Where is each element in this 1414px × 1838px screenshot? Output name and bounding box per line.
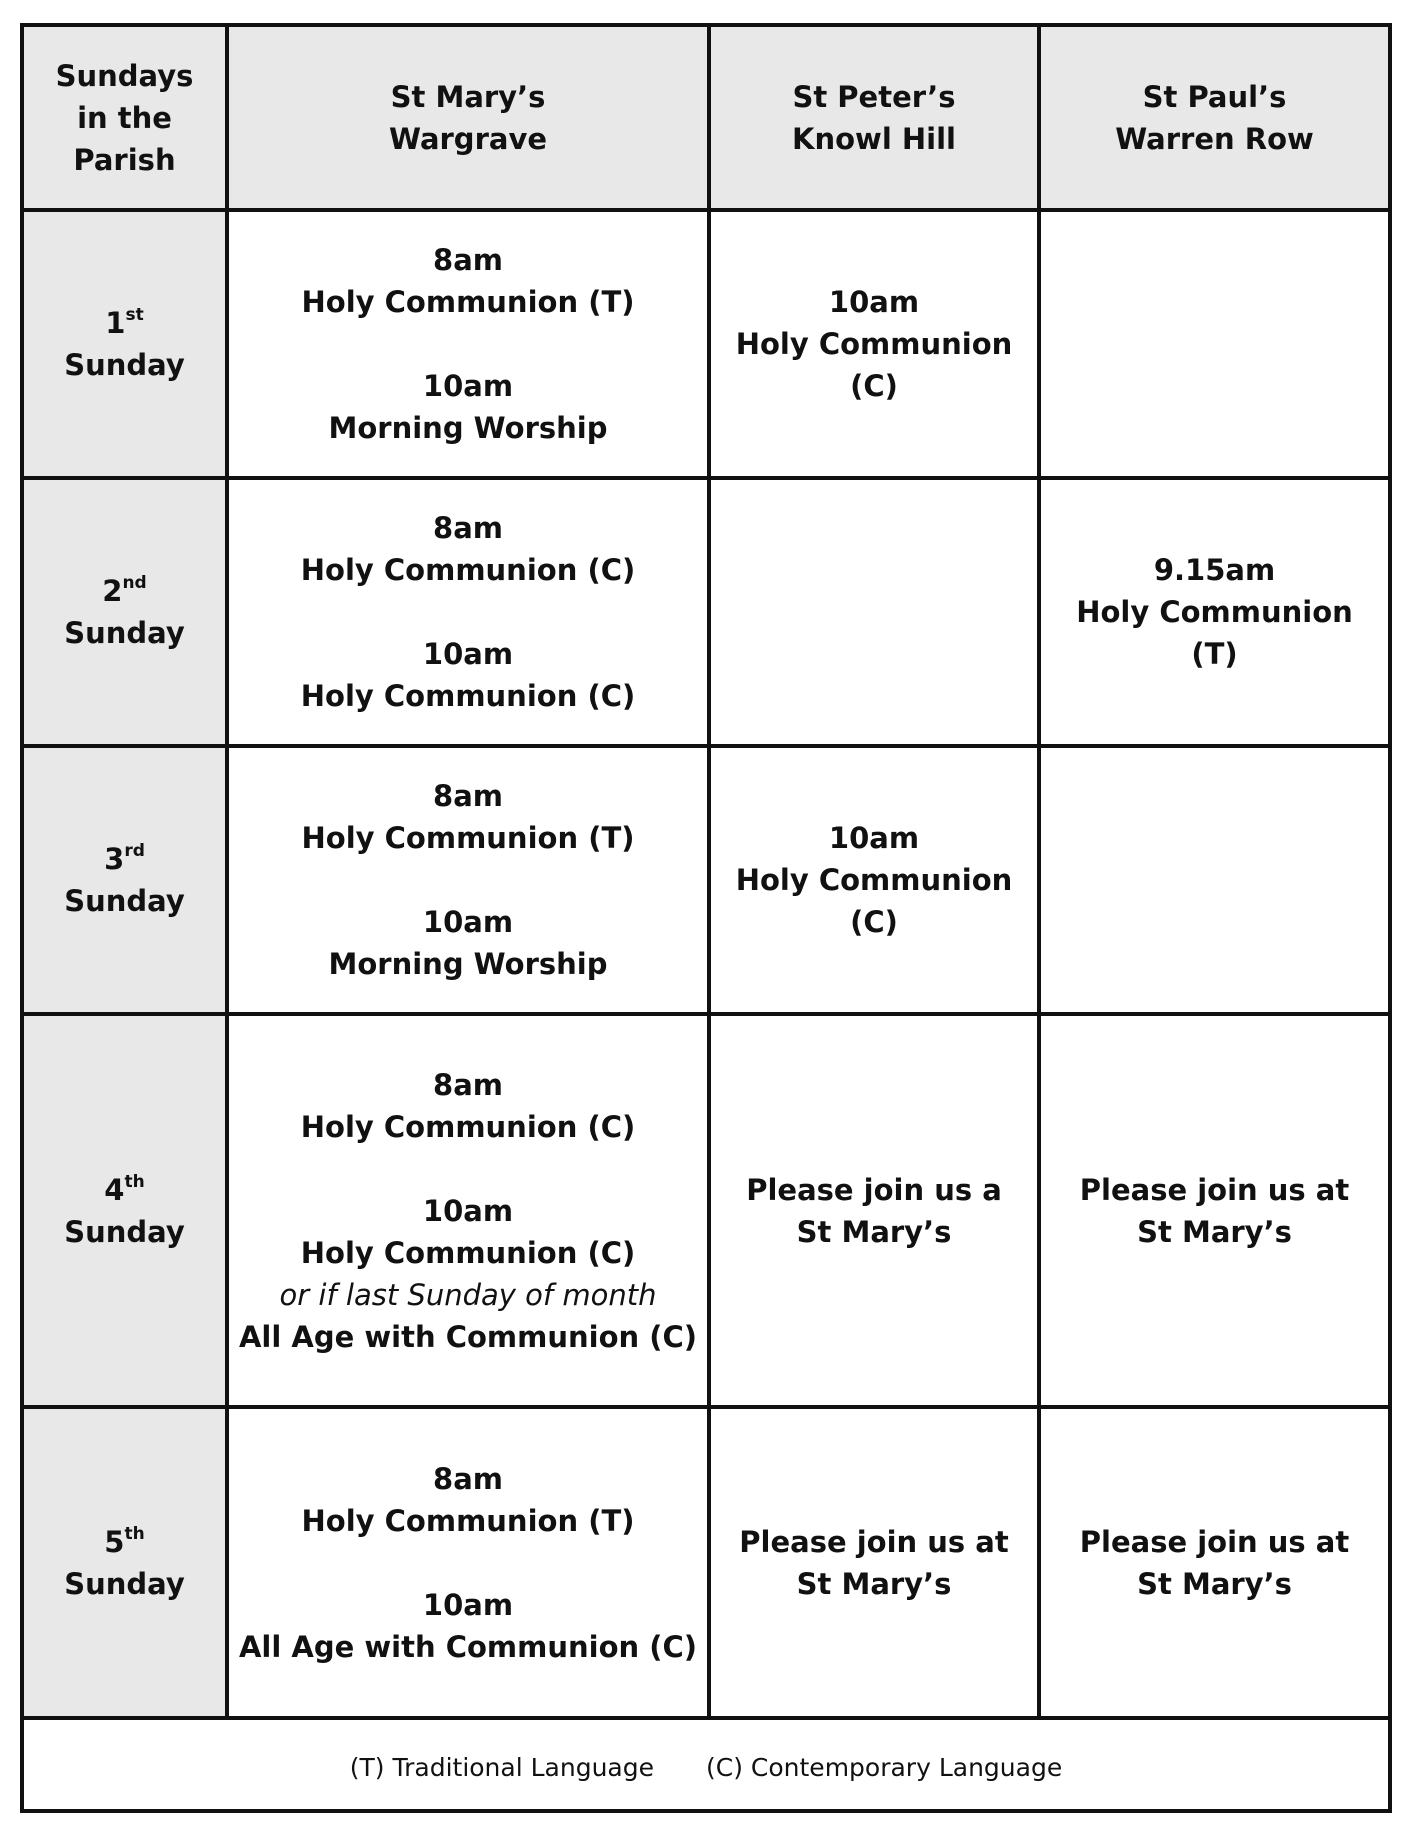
service-name: Holy Communion (C) — [300, 1109, 636, 1144]
sunday-label — [24, 478, 227, 746]
st-peters-services — [709, 1014, 1039, 1407]
sunday-ordinal — [30, 838, 219, 880]
header-st-pauls-line: St Paul’s — [1142, 79, 1287, 114]
sunday-label — [24, 210, 227, 478]
service-time: 8am — [433, 511, 503, 545]
sunday-label — [24, 746, 227, 1014]
service-name: Holy Communion — [735, 327, 1013, 361]
header-row — [24, 27, 1388, 210]
sunday-ordinal — [30, 1521, 219, 1563]
st-pauls-services — [1039, 1407, 1388, 1718]
sunday-ordinal — [30, 1169, 219, 1211]
st-pauls-services — [1039, 210, 1388, 478]
sunday-word: Sunday — [64, 884, 185, 918]
st-peters-services — [709, 746, 1039, 1014]
ordinal-number: 4 — [104, 1172, 125, 1207]
service-time: 8am — [433, 1067, 503, 1102]
legend-traditional: (T) Traditional Language — [349, 1752, 654, 1782]
st-marys-services — [227, 1014, 709, 1407]
service-name: Morning Worship — [328, 947, 608, 981]
sunday-word: Sunday — [64, 1214, 185, 1249]
st-peters-services — [709, 1407, 1039, 1718]
ordinal-suffix: st — [125, 305, 144, 325]
st-marys-services — [227, 210, 709, 478]
header-st-marys-line: Wargrave — [388, 121, 548, 156]
sunday-label — [24, 1407, 227, 1718]
ordinal-suffix: th — [124, 1523, 145, 1544]
schedule-table — [24, 27, 1388, 1720]
table-row — [24, 478, 1388, 746]
service-name: Holy Communion (T) — [301, 1503, 635, 1538]
table-row — [24, 1014, 1388, 1407]
sunday-word: Sunday — [64, 616, 185, 650]
service-name: Morning Worship — [328, 411, 608, 445]
service-time: 10am — [828, 285, 920, 319]
service-language: (C) — [850, 369, 898, 403]
service-note: or if last Sunday of month — [279, 1277, 657, 1312]
service-time: 10am — [422, 905, 514, 939]
join-message-location: St Mary’s — [796, 1214, 952, 1249]
table-row — [24, 210, 1388, 478]
header-st-marys-line: St Mary’s — [390, 79, 546, 114]
service-time: 10am — [422, 637, 514, 671]
service-schedule — [20, 23, 1392, 1813]
ordinal-suffix: rd — [124, 841, 145, 861]
sunday-ordinal — [30, 302, 219, 344]
service-name: Holy Communion — [735, 863, 1013, 897]
sunday-word: Sunday — [64, 1566, 185, 1601]
st-marys-services — [227, 478, 709, 746]
service-time: 8am — [433, 1461, 503, 1496]
st-peters-services — [709, 478, 1039, 746]
header-sundays-line: Sundays — [55, 58, 194, 93]
service-name: All Age with Communion (C) — [238, 1629, 698, 1664]
sunday-ordinal — [30, 570, 219, 612]
ordinal-number: 2 — [102, 574, 123, 608]
legend-contemporary: (C) Contemporary Language — [706, 1752, 1063, 1782]
language-legend — [24, 1720, 1388, 1814]
ordinal-number: 1 — [105, 306, 126, 340]
header-st-pauls — [1039, 27, 1388, 210]
service-name: Holy Communion (C) — [300, 679, 636, 713]
service-time: 10am — [828, 821, 920, 855]
ordinal-number: 5 — [104, 1524, 125, 1559]
sunday-label — [24, 1014, 227, 1407]
ordinal-suffix: nd — [122, 573, 147, 593]
service-name: Holy Communion (C) — [300, 553, 636, 587]
ordinal-number: 3 — [104, 842, 125, 876]
st-pauls-services — [1039, 478, 1388, 746]
ordinal-suffix: th — [124, 1171, 145, 1192]
st-marys-services — [227, 1407, 709, 1718]
service-time: 10am — [422, 369, 514, 403]
service-name: Holy Communion (T) — [301, 821, 635, 855]
header-st-peters — [709, 27, 1039, 210]
header-sundays-line: Parish — [73, 142, 176, 177]
service-name: All Age with Communion (C) — [238, 1319, 698, 1354]
join-message: Please join us a — [746, 1172, 1002, 1207]
join-message-location: St Mary’s — [796, 1566, 952, 1601]
service-time: 10am — [422, 1193, 514, 1228]
service-time: 10am — [422, 1587, 514, 1622]
table-row — [24, 1407, 1388, 1718]
join-message: Please join us at — [739, 1524, 1009, 1559]
header-sundays — [24, 27, 227, 210]
st-pauls-services — [1039, 746, 1388, 1014]
service-language: (C) — [850, 905, 898, 939]
st-peters-services — [709, 210, 1039, 478]
service-language: (T) — [1191, 637, 1238, 671]
join-message: Please join us at — [1079, 1172, 1350, 1207]
st-pauls-services — [1039, 1014, 1388, 1407]
service-time: 8am — [433, 779, 503, 813]
header-st-marys — [227, 27, 709, 210]
header-st-pauls-line: Warren Row — [1115, 121, 1314, 156]
sunday-word: Sunday — [64, 348, 185, 382]
join-message: Please join us at — [1079, 1524, 1350, 1559]
service-time: 9.15am — [1153, 553, 1276, 587]
join-message-location: St Mary’s — [1137, 1566, 1292, 1601]
table-row — [24, 746, 1388, 1014]
service-name: Holy Communion (T) — [301, 285, 635, 319]
join-message-location: St Mary’s — [1137, 1214, 1292, 1249]
header-st-peters-line: St Peter’s — [792, 79, 956, 114]
service-time: 8am — [433, 243, 503, 277]
header-st-peters-line: Knowl Hill — [792, 121, 956, 156]
st-marys-services — [227, 746, 709, 1014]
service-name: Holy Communion (C) — [300, 1235, 636, 1270]
header-sundays-line: in the — [77, 100, 172, 135]
service-name: Holy Communion — [1076, 595, 1353, 629]
